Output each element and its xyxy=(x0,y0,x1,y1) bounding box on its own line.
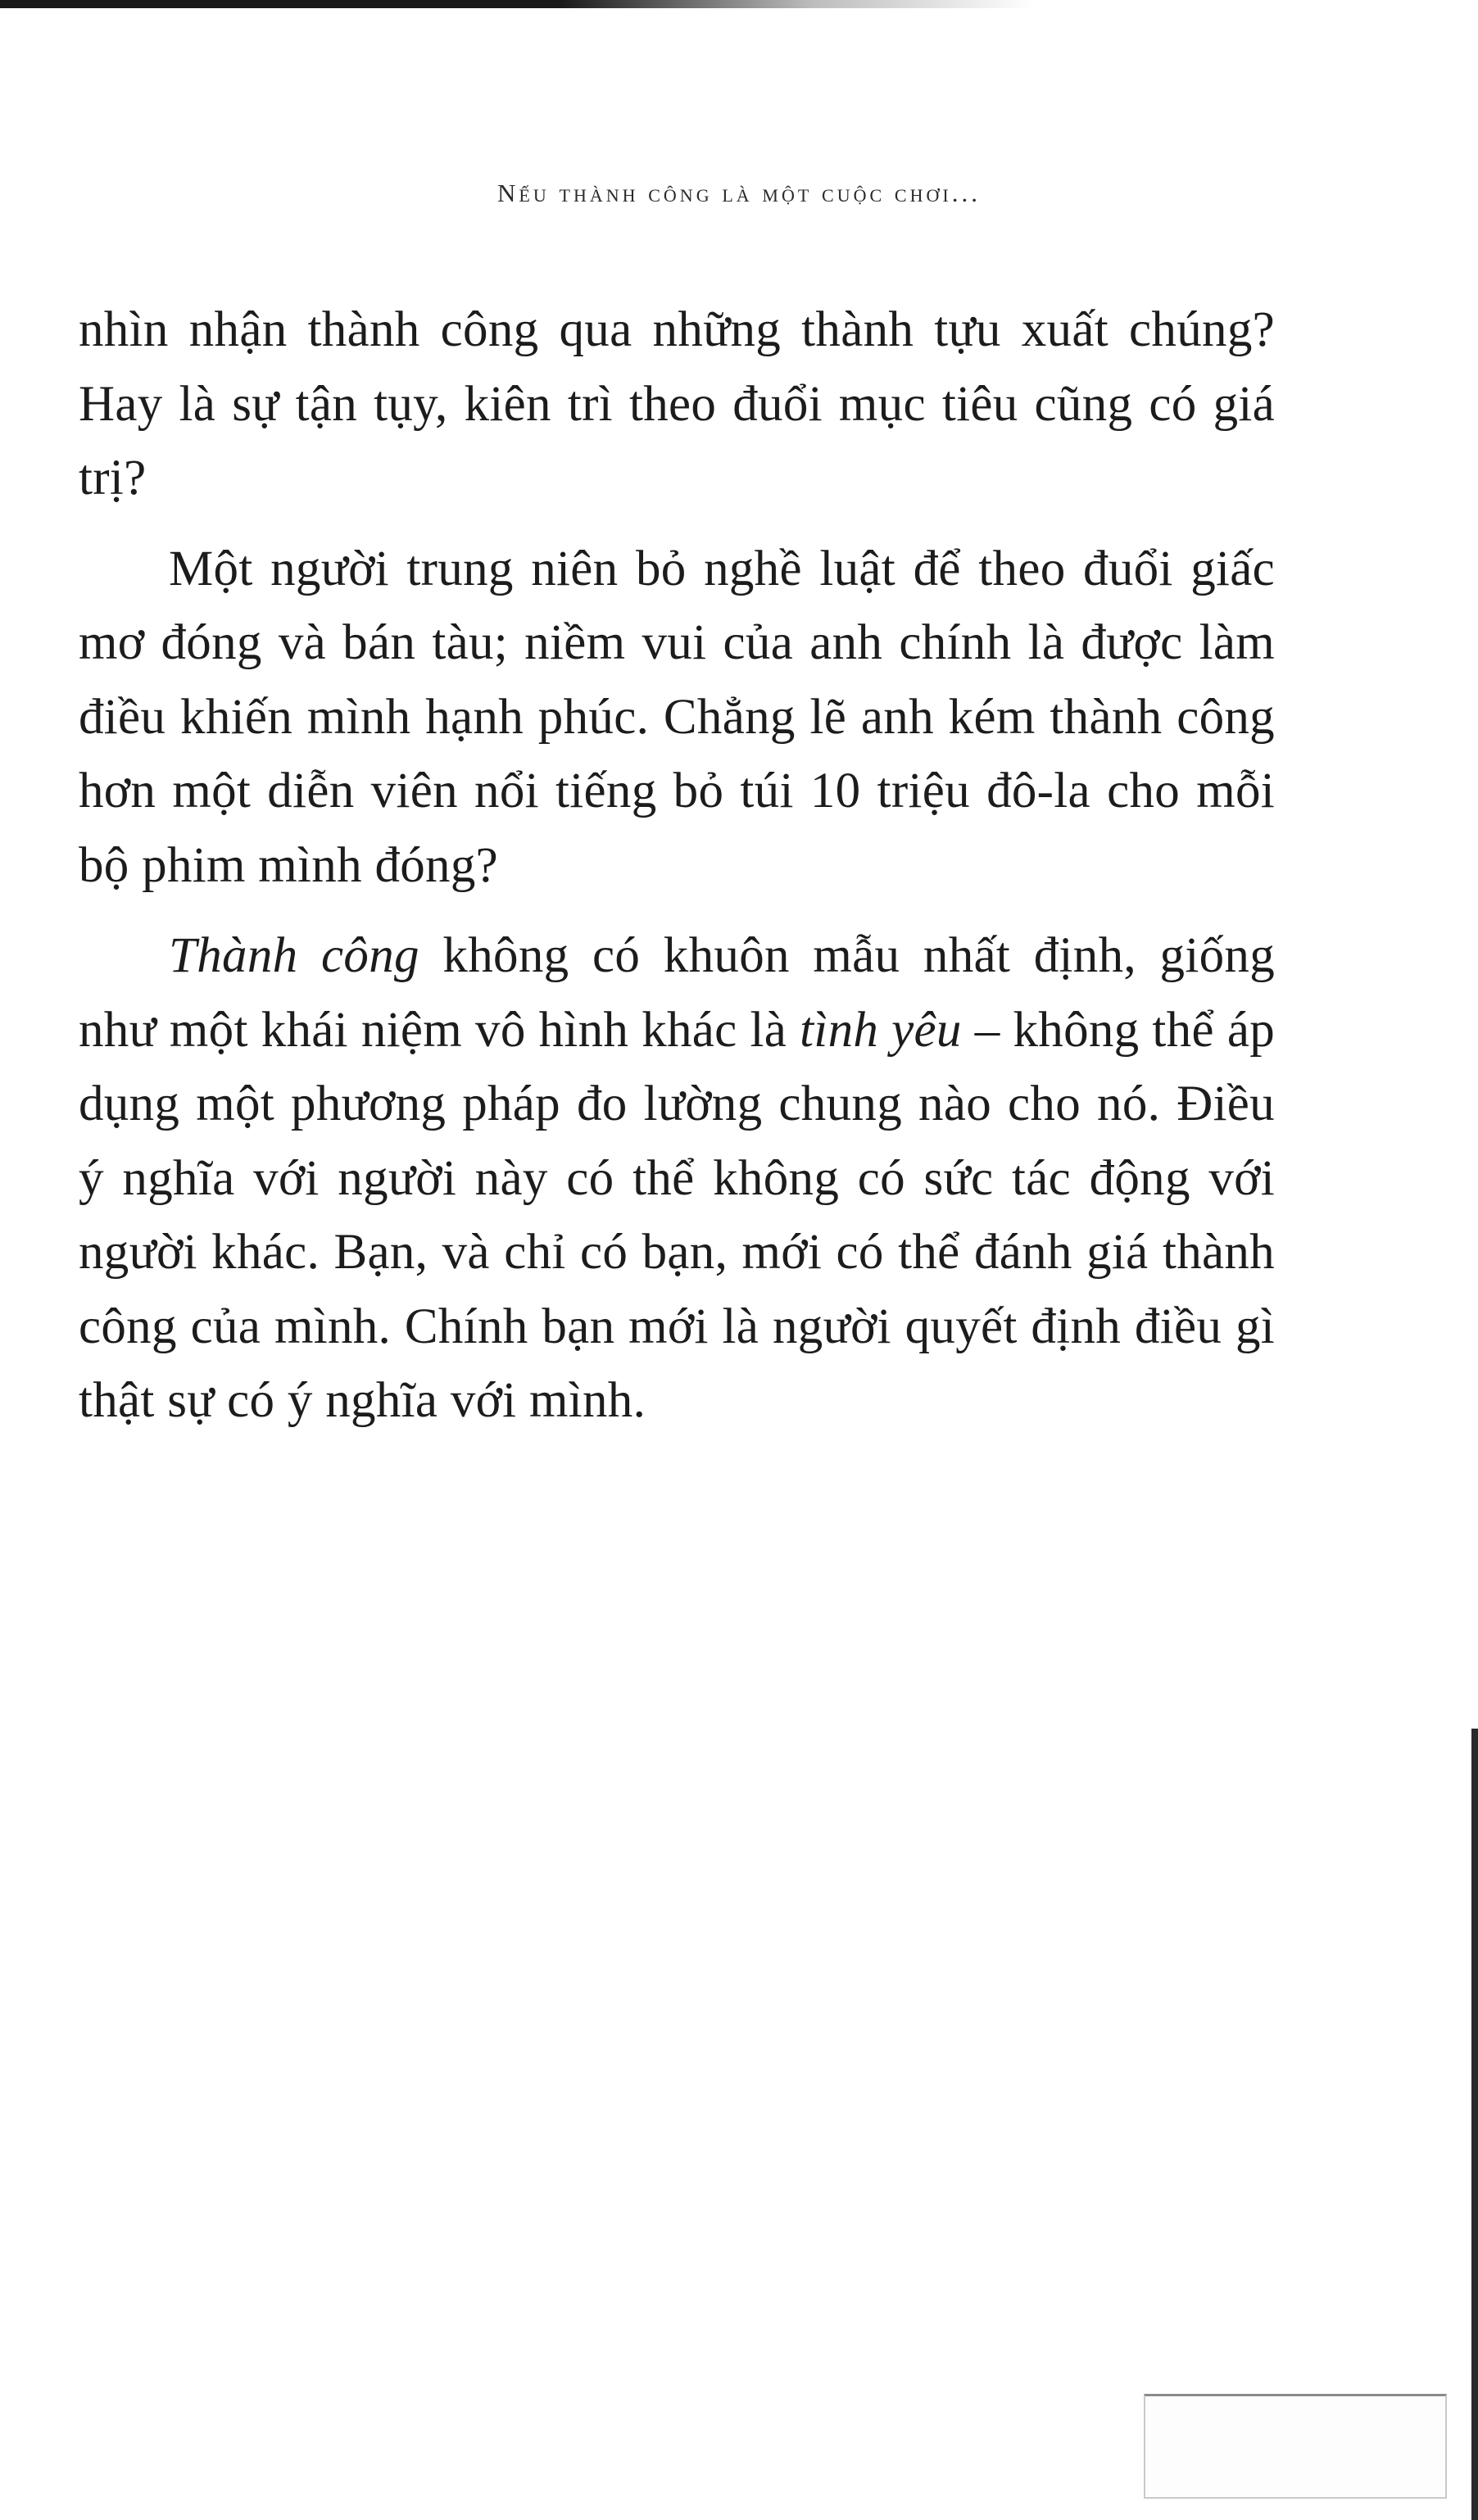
scan-top-edge xyxy=(0,0,1478,8)
scan-right-edge xyxy=(1471,1729,1478,2520)
paragraph-lawyer-shipbuilder: Một người trung niên bỏ nghề luật để theo đuổi giấc mơ đóng và bán tàu; niềm vui của anh chính là được làm điều khiến mình hạnh phúc. Chẳng lẽ anh kém thành công hơn một diễn viên nổi tiếng bỏ túi 10 triệu đô-la cho mỗi bộ phim mình đóng? xyxy=(79,541,1275,893)
paragraph-text-segment: không có khuôn mẫu nhất định, giống như một khái niệm vô hình khác là xyxy=(79,928,1275,1058)
italic-term-success: Thành công xyxy=(169,928,419,983)
italic-term-love: tình yêu xyxy=(800,1002,962,1058)
paragraph-success-definition xyxy=(79,919,1275,1439)
running-head: Nếu thành công là một cuộc chơi... xyxy=(497,179,981,207)
page-body xyxy=(79,293,1275,1455)
scan-corner-mark xyxy=(1144,2394,1447,2499)
paragraph-text-segment: – không thể áp dụng một phương pháp đo lường chung nào cho nó. Điều ý nghĩa với người này có thể không có sức tác động với người khác. Bạn, và chỉ có bạn, mới có thể đánh giá thành công của mình. Chính bạn mới là người quyết định điều gì thật sự có ý nghĩa với mình. xyxy=(79,1002,1275,1428)
paragraph-continuation: nhìn nhận thành công qua những thành tựu xuất chúng? Hay là sự tận tụy, kiên trì theo đuổi mục tiêu cũng có giá trị? xyxy=(79,302,1275,505)
